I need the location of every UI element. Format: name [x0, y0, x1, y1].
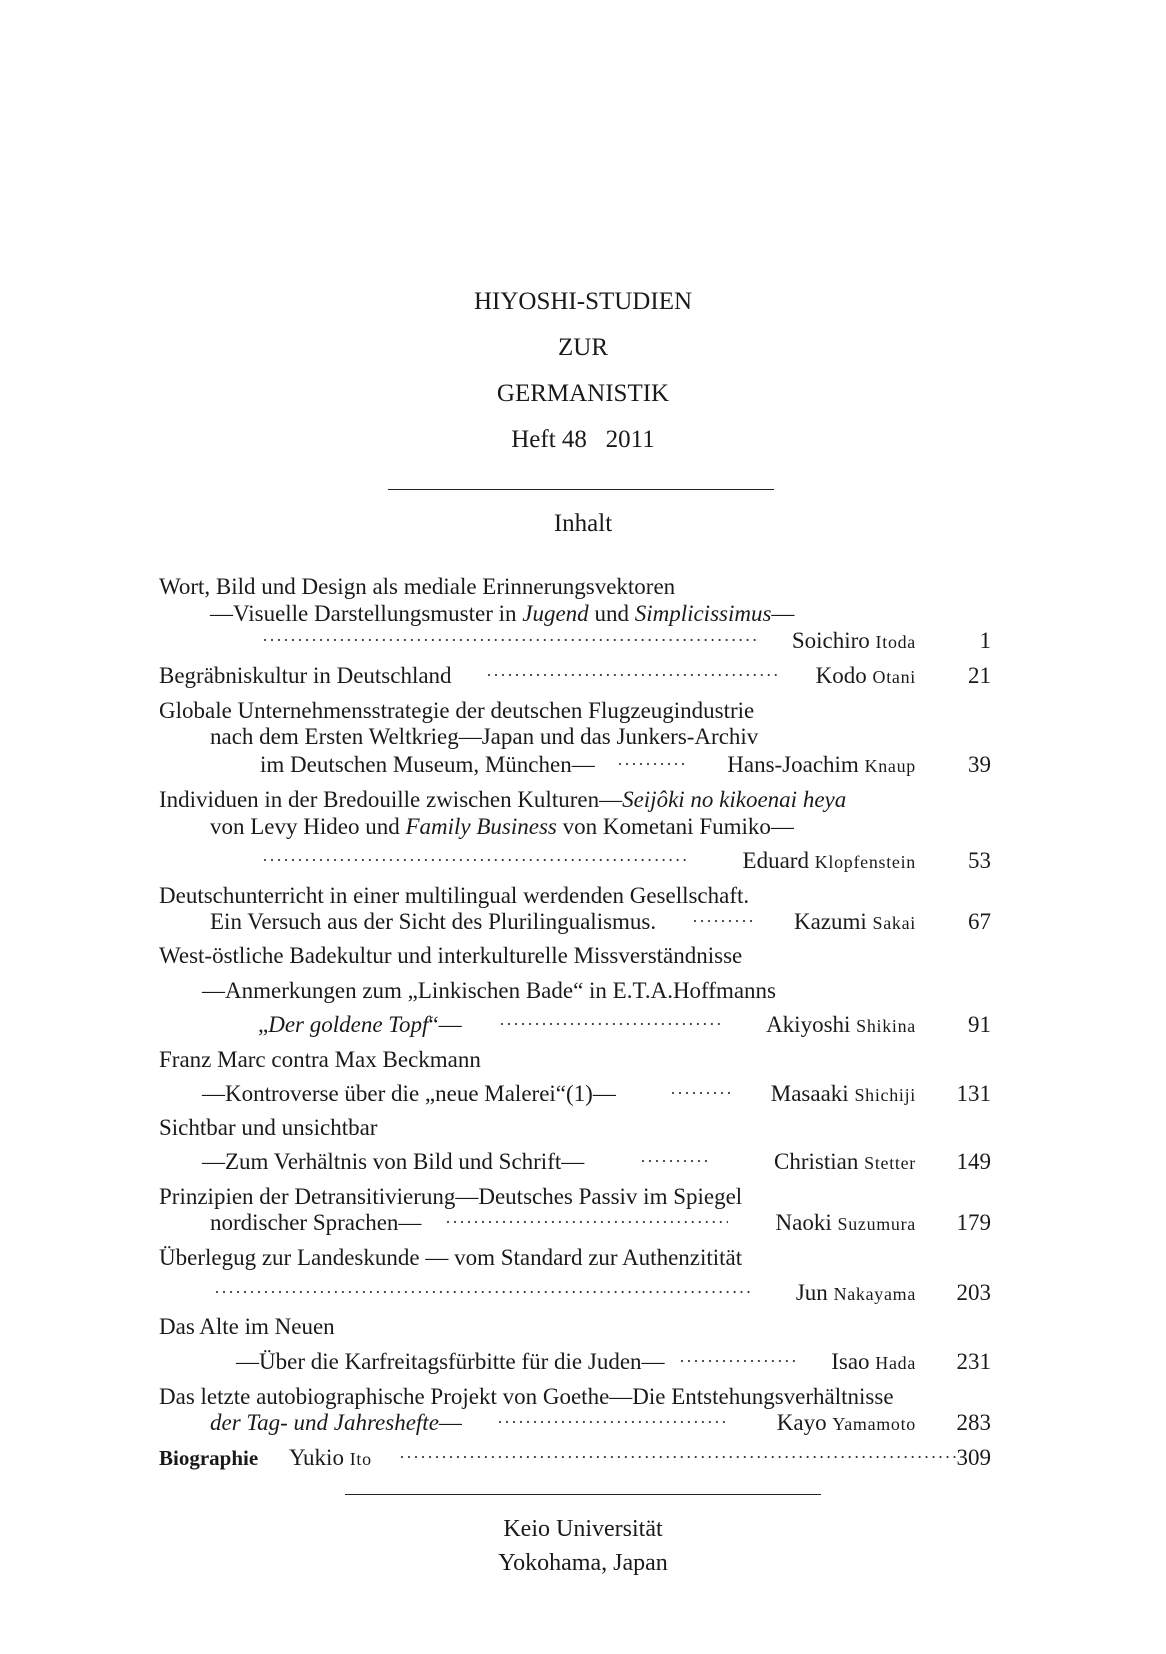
- page-number: 67: [968, 909, 991, 934]
- entry-title: Wort, Bild und Design als mediale Erinnerungsvektoren: [159, 574, 676, 599]
- entry-author: Eduard Klopfenstein: [742, 848, 916, 873]
- leader-dots: [670, 1080, 733, 1106]
- entry-title: Das letzte autobiographische Projekt von Goethe—Die Entstehungsverhältnisse: [159, 1384, 894, 1409]
- entry-title: —Über die Karfreitagsfürbitte für die Juden—: [236, 1349, 665, 1374]
- publisher-name: Keio Universität: [503, 1516, 663, 1542]
- entry-author: Jun Nakayama: [795, 1280, 916, 1305]
- entry-title: Überlegug zur Landeskunde — vom Standard zur Authenzitität: [159, 1245, 743, 1270]
- header-divider: [388, 489, 774, 490]
- leader-dots: [497, 1409, 728, 1435]
- leader-dots: [486, 662, 779, 688]
- entry-title: West-östliche Badekultur und interkulturelle Missverständnisse: [159, 943, 743, 968]
- entry-subtitle: —Visuelle Darstellungsmuster in Jugend und Simplicissimus—: [210, 601, 795, 626]
- page-number: 231: [956, 1349, 991, 1374]
- entry-title: der Tag- und Jahreshefte—: [210, 1410, 462, 1435]
- page-number: 179: [956, 1210, 991, 1235]
- footer-divider: [345, 1494, 821, 1495]
- page-number: 1: [979, 628, 991, 653]
- issue-info: Heft 48 2011: [511, 426, 655, 453]
- entry-title: nordischer Sprachen—: [210, 1210, 422, 1235]
- page-number: 21: [968, 663, 991, 688]
- entry-title: „Der goldene Topf“—: [258, 1012, 462, 1037]
- entry-author: Hans-Joachim Knaup: [727, 752, 916, 777]
- entry-title: Sichtbar und unsichtbar: [159, 1115, 378, 1140]
- entry-author: Akiyoshi Shikina: [766, 1012, 916, 1037]
- biography-label: Biographie: [159, 1446, 259, 1470]
- entry-author: Kazumi Sakai: [793, 909, 916, 934]
- page-number: 309: [956, 1445, 991, 1470]
- entry-title: —Kontroverse über die „neue Malerei“(1)—: [202, 1081, 616, 1106]
- entry-title: Begräbniskultur in Deutschland: [159, 663, 452, 688]
- journal-title-line-2: ZUR: [558, 334, 608, 361]
- entry-author: Kodo Otani: [815, 663, 916, 688]
- page-number: 91: [968, 1012, 991, 1037]
- leader-dots: [214, 1279, 751, 1305]
- entry-author: Naoki Suzumura: [775, 1210, 916, 1235]
- leader-dots: [399, 1444, 961, 1470]
- page-number: 203: [956, 1280, 991, 1305]
- page-number: 149: [956, 1149, 991, 1174]
- leader-dots: [640, 1148, 712, 1174]
- entry-title: Globale Unternehmensstrategie der deutschen Flugzeugindustrie: [159, 698, 755, 723]
- entry-title: Deutschunterricht in einer multilingual werdenden Gesellschaft.: [159, 883, 750, 908]
- page-number: 39: [968, 752, 991, 777]
- entry-title: —Anmerkungen zum „Linkischen Bade“ in E.T.A.Hoffmanns: [202, 978, 777, 1003]
- leader-dots: [499, 1011, 725, 1037]
- entry-title: —Zum Verhältnis von Bild und Schrift—: [202, 1149, 585, 1174]
- journal-title-line-3: GERMANISTIK: [496, 380, 670, 407]
- entry-author: Kayo Yamamoto: [776, 1410, 916, 1435]
- entry-author: Isao Hada: [831, 1349, 916, 1374]
- leader-dots: [692, 908, 757, 934]
- leader-dots: [262, 627, 756, 653]
- entry-author: Christian Stetter: [774, 1149, 916, 1174]
- entry-title: nach dem Ersten Weltkrieg—Japan und das Junkers-Archiv: [210, 724, 759, 749]
- entry-author: Soichiro Itoda: [791, 628, 916, 653]
- entry-author: Masaaki Shichiji: [770, 1081, 916, 1106]
- entry-title: Prinzipien der Detransitivierung—Deutsches Passiv im Spiegel: [159, 1184, 743, 1209]
- entry-title: Ein Versuch aus der Sicht des Plurilingualismus.: [210, 909, 657, 934]
- leader-dots: [262, 847, 688, 873]
- entry-title: Das Alte im Neuen: [159, 1314, 335, 1339]
- contents-heading: Inhalt: [553, 510, 613, 537]
- leader-dots: [617, 751, 689, 777]
- page-number: 53: [968, 848, 991, 873]
- publisher-location: Yokohama, Japan: [498, 1550, 668, 1576]
- entry-title: im Deutschen Museum, München—: [260, 752, 595, 777]
- journal-title-line-1: HIYOSHI-STUDIEN: [473, 288, 693, 315]
- entry-title: Franz Marc contra Max Beckmann: [159, 1047, 481, 1072]
- page-number: 131: [956, 1081, 991, 1106]
- leader-dots: [445, 1209, 728, 1235]
- page-number: 283: [956, 1410, 991, 1435]
- leader-dots: [679, 1348, 798, 1374]
- entry-author: Yukio Ito: [289, 1445, 372, 1470]
- entry-title: Individuen in der Bredouille zwischen Kulturen—Seijôki no kikoenai heya: [159, 787, 847, 812]
- entry-title: von Levy Hideo und Family Business von Kometani Fumiko—: [210, 814, 794, 839]
